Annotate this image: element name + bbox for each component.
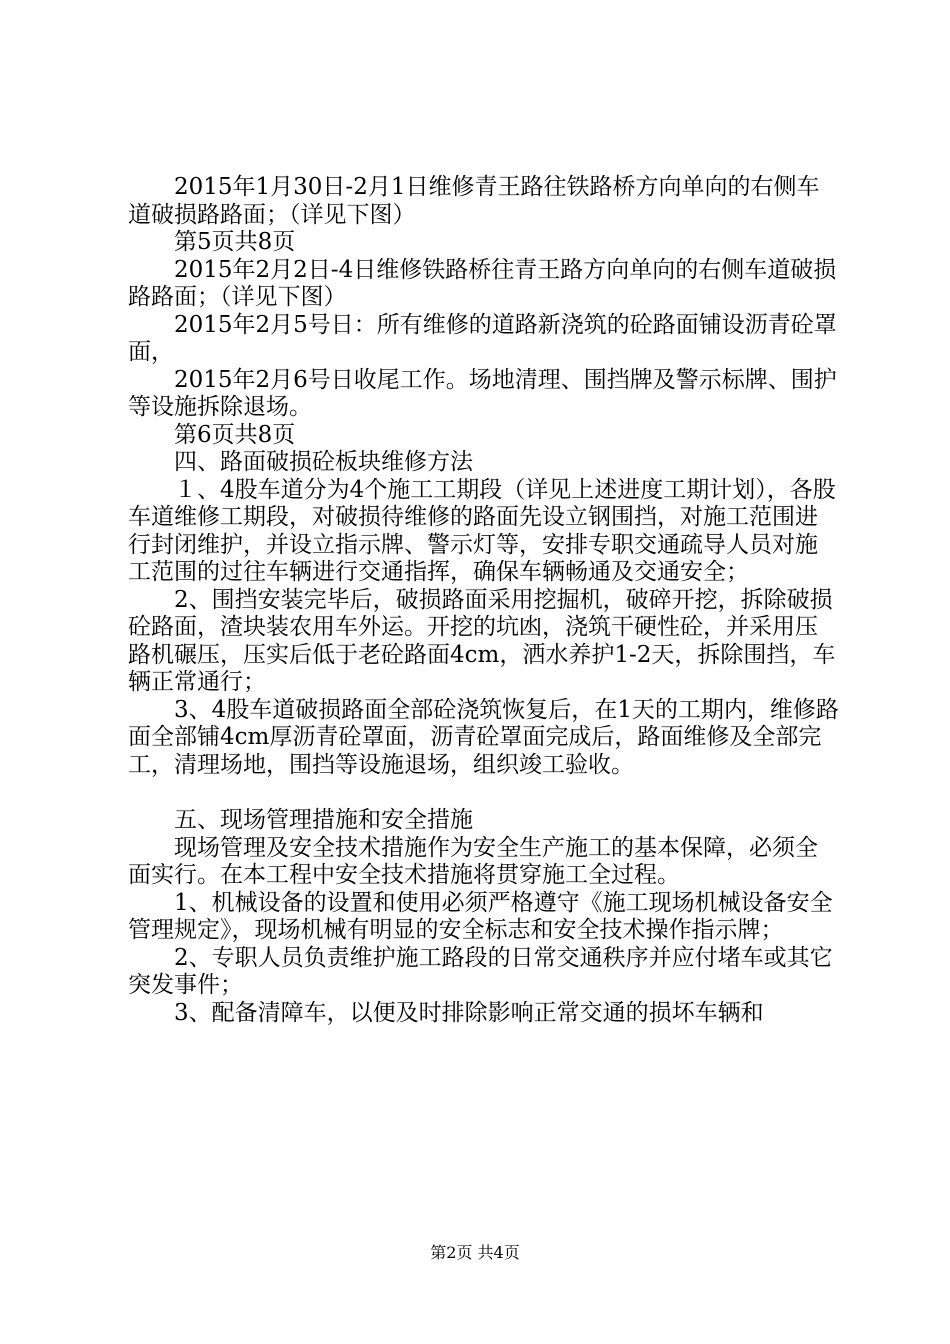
section-heading-repair-method: 四、路面破损砼板块维修方法 [174,449,473,475]
page-marker-5: 第5页共8页 [174,229,296,255]
page-marker-6: 第6页共8页 [174,421,296,448]
paragraph-schedule-feb5: 2015年2月5号日：所有维修的道路新浇筑的砼路面铺设沥青砼罩面， [128,311,837,365]
paragraph-schedule-jan30: 2015年1月30日-2月1日维修青王路往铁路桥方向单向的右侧车道破损路路面；（详见下图） [128,174,820,228]
paragraph-safety-2: 2、专职人员负责维护施工路段的日常交通秩序并应付堵车或其它突发事件； [128,944,833,998]
document-body [128,174,840,1027]
paragraph-method-3: 3、4股车道破损路面全部砼浇筑恢复后，在1天的工期内，维修路面全部铺4cm厚沥青砼罩面，沥青砼罩面完成后，路面维修及全部完工，清理场地，围挡等设施退场，组织竣工验收。 [128,696,839,778]
paragraph-schedule-feb6: 2015年2月6号日收尾工作。场地清理、围挡牌及警示标牌、围护等设施拆除退场。 [128,366,837,420]
section-heading-safety: 五、现场管理措施和安全措施 [174,807,473,833]
paragraph-gap [128,779,840,807]
page-footer [0,1243,950,1263]
paragraph-schedule-feb2: 2015年2月2日-4日维修铁路桥往青王路方向单向的右侧车道破损路路面；（详见下图） [128,256,837,310]
paragraph-method-1: １、4股车道分为4个施工工期段（详见上述进度工期计划），各股车道维修工期段，对破损待维修的路面先设立钢围挡，对施工范围进行封闭维护，并设立指示牌、警示灯等，安排专职交通疏导人员对施工范围的过往车辆进行交通指挥，确保车辆畅通及交通安全； [128,476,836,585]
page-number-label: 第2页 共4页 [430,1243,520,1262]
paragraph-safety-1: 1、机械设备的设置和使用必须严格遵守《施工现场机械设备安全管理规定》，现场机械有明显的安全标志和安全技术操作指示牌； [128,889,833,943]
paragraph-safety-3: 3、配备清障车，以便及时排除影响正常交通的损坏车辆和 [174,999,764,1026]
paragraph-method-2: 2、围挡安装完毕后，破损路面采用挖掘机，破碎开挖，拆除破损砼路面，渣块装农用车外运。开挖的坑凼，浇筑干硬性砼，并采用压路机碾压，压实后低于老砼路面4cm，洒水养护1-2天，拆除围挡，车辆正常通行； [128,586,836,695]
paragraph-safety-intro: 现场管理及安全技术措施作为安全生产施工的基本保障，必须全面实行。在本工程中安全技术措施将贯穿施工全过程。 [128,834,818,888]
